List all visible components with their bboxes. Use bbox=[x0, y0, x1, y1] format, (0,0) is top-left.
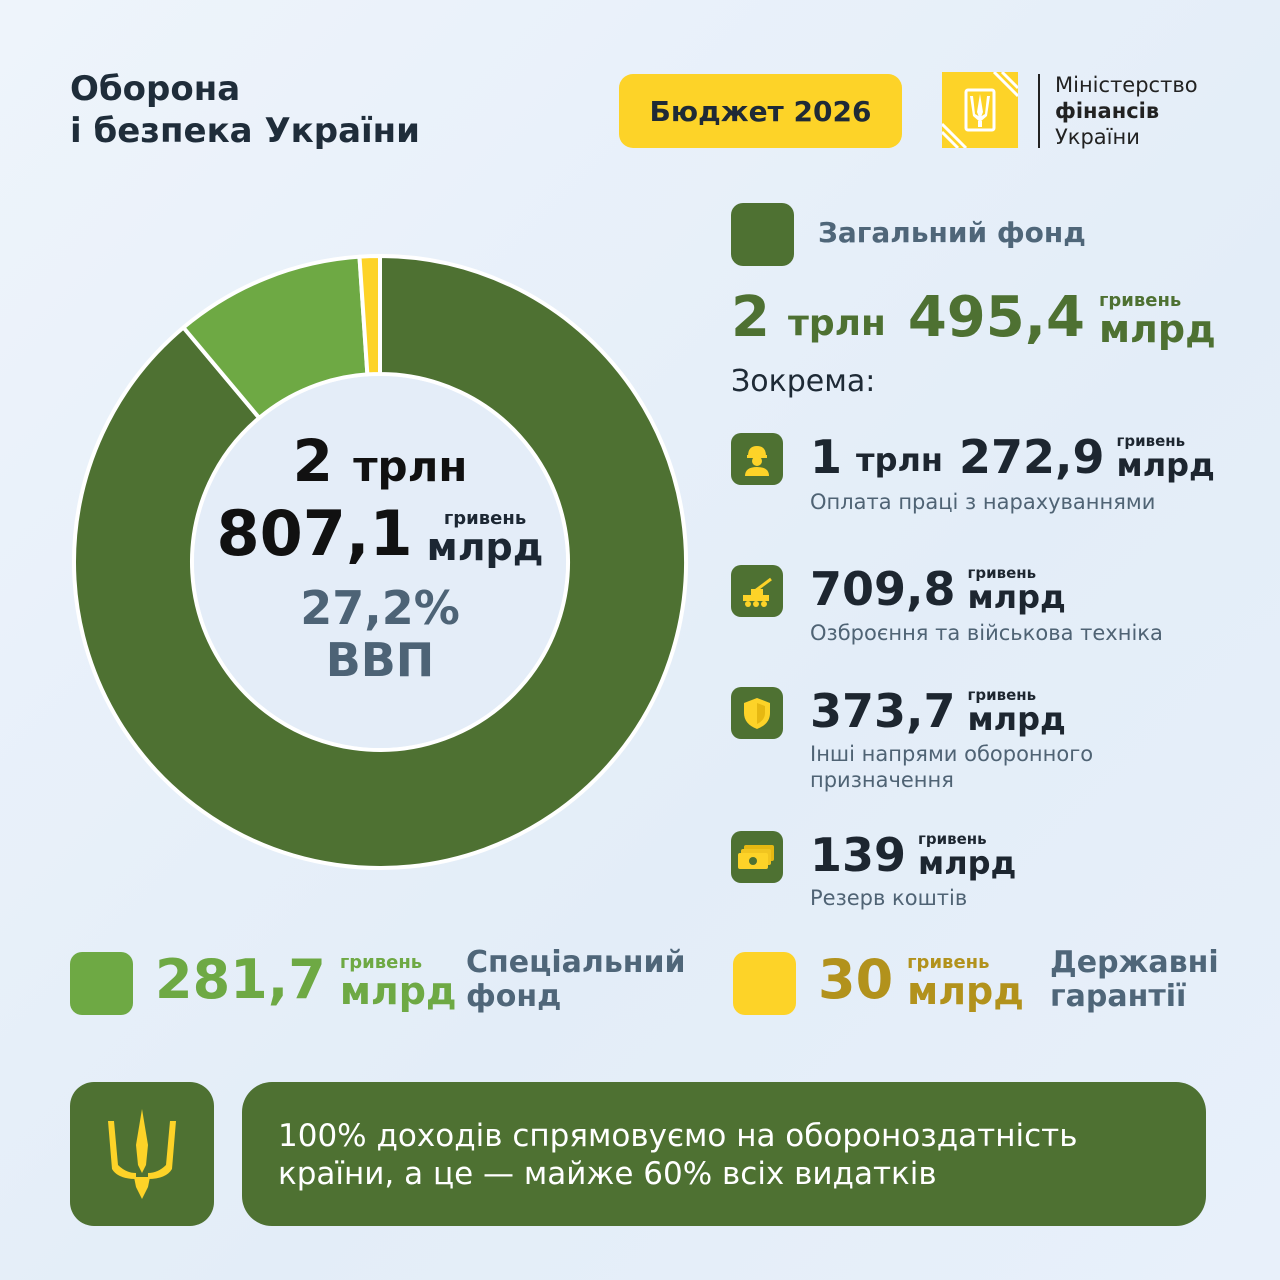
item-salary-amount bbox=[810, 430, 1215, 484]
item-salary-unit-big: млрд bbox=[1116, 446, 1215, 484]
budget-badge: Бюджет 2026 bbox=[619, 74, 902, 148]
legend-label-state-guarantees bbox=[1050, 946, 1219, 1014]
breakdown-heading: Зокрема: bbox=[731, 364, 876, 399]
state-guarantees-unit bbox=[907, 952, 1024, 1013]
logo-line-3: України bbox=[1055, 125, 1140, 149]
item-weapons-amount bbox=[810, 562, 1066, 616]
state-guarantees-number: 30 bbox=[818, 948, 894, 1011]
item-reserve-number: 139 bbox=[810, 828, 907, 882]
item-salary-trln-number: 1 bbox=[810, 430, 843, 484]
item-weapons-unit-big: млрд bbox=[967, 578, 1066, 616]
item-reserve-unit-big: млрд bbox=[918, 844, 1017, 882]
general-fund-unit-small: гривень bbox=[1098, 290, 1182, 311]
donut-center-label bbox=[200, 427, 560, 687]
item-other-unit-small: гривень bbox=[967, 686, 1037, 704]
item-reserve-unit bbox=[918, 830, 1017, 882]
item-salary-trln-unit: трлн bbox=[856, 441, 944, 479]
money-icon bbox=[731, 831, 783, 883]
shield-icon bbox=[731, 687, 783, 739]
state-guarantees-label-line-2: гарантії bbox=[1050, 979, 1187, 1014]
ministry-logo-text bbox=[1055, 72, 1198, 150]
legend-label-general-fund: Загальний фонд bbox=[818, 216, 1086, 249]
item-salary-mlrd-number: 272,9 bbox=[959, 430, 1105, 484]
footer-message: 100% доходів спрямовуємо на обороноздатність країни, а це — майже 60% всіх видатків bbox=[242, 1082, 1206, 1226]
trident-icon bbox=[70, 1082, 214, 1226]
state-guarantees-unit-big: млрд bbox=[907, 969, 1024, 1013]
item-weapons-unit-small: гривень bbox=[967, 564, 1037, 582]
special-fund-amount bbox=[155, 948, 457, 1013]
center-mlrd-number: 807,1 bbox=[216, 497, 413, 570]
legend-swatch-general-fund bbox=[731, 203, 794, 266]
special-fund-unit-big: млрд bbox=[339, 969, 457, 1013]
item-other-amount bbox=[810, 684, 1066, 738]
item-other-description-line-2: призначення bbox=[810, 768, 954, 792]
item-other-description-line-1: Інші напрями оборонного bbox=[810, 742, 1094, 766]
item-salary-unit-small: гривень bbox=[1116, 432, 1186, 450]
item-reserve-unit-small: гривень bbox=[918, 830, 987, 848]
legend-swatch-state-guarantees bbox=[733, 952, 796, 1015]
gdp-label: ВВП bbox=[325, 633, 435, 687]
logo-line-2: фінансів bbox=[1055, 99, 1160, 123]
item-reserve-amount bbox=[810, 828, 1017, 882]
state-guarantees-amount bbox=[818, 948, 1024, 1013]
center-trln-line bbox=[200, 427, 560, 498]
item-salary-description: Оплата праці з нарахуваннями bbox=[810, 490, 1156, 514]
title-line-1: Оборона bbox=[70, 69, 241, 109]
item-salary-unit bbox=[1116, 432, 1215, 484]
gdp-percent: 27,2% bbox=[300, 581, 460, 635]
state-guarantees-label-line-1: Державні bbox=[1050, 945, 1219, 980]
special-fund-number: 281,7 bbox=[155, 948, 326, 1011]
center-trln-unit: трлн bbox=[353, 442, 468, 491]
special-fund-label-line-2: фонд bbox=[466, 979, 562, 1014]
center-unit-small: гривень bbox=[443, 508, 527, 529]
trident-emblem-icon bbox=[942, 72, 1018, 148]
page-title bbox=[70, 68, 420, 152]
logo-divider bbox=[1038, 74, 1040, 148]
special-fund-unit-small: гривень bbox=[339, 952, 423, 973]
legend-swatch-special-fund bbox=[70, 952, 133, 1015]
item-reserve-description: Резерв коштів bbox=[810, 886, 968, 910]
artillery-icon bbox=[731, 565, 783, 617]
center-trln-number: 2 bbox=[292, 427, 333, 495]
item-weapons-number: 709,8 bbox=[810, 562, 956, 616]
general-fund-trln-unit: трлн bbox=[787, 303, 886, 344]
special-fund-unit bbox=[339, 952, 457, 1013]
center-unit bbox=[426, 508, 544, 569]
general-fund-unit-big: млрд bbox=[1098, 307, 1216, 351]
item-other-unit-big: млрд bbox=[967, 700, 1066, 738]
center-mlrd-line bbox=[200, 497, 560, 570]
item-other-description bbox=[810, 741, 1093, 793]
general-fund-trln-number: 2 bbox=[731, 285, 770, 350]
general-fund-amount bbox=[731, 285, 1216, 351]
center-unit-big: млрд bbox=[426, 525, 544, 569]
logo-line-1: Міністерство bbox=[1055, 73, 1198, 97]
item-weapons-unit bbox=[967, 564, 1066, 616]
item-other-number: 373,7 bbox=[810, 684, 956, 738]
item-other-unit bbox=[967, 686, 1066, 738]
soldier-icon bbox=[731, 433, 783, 485]
general-fund-mlrd-number: 495,4 bbox=[907, 285, 1085, 350]
title-line-2: і безпека України bbox=[70, 111, 420, 151]
special-fund-label-line-1: Спеціальний bbox=[466, 945, 686, 980]
state-guarantees-unit-small: гривень bbox=[907, 952, 990, 973]
legend-label-special-fund bbox=[466, 946, 686, 1014]
general-fund-unit bbox=[1098, 290, 1216, 351]
item-weapons-description: Озброєння та військова техніка bbox=[810, 621, 1163, 645]
